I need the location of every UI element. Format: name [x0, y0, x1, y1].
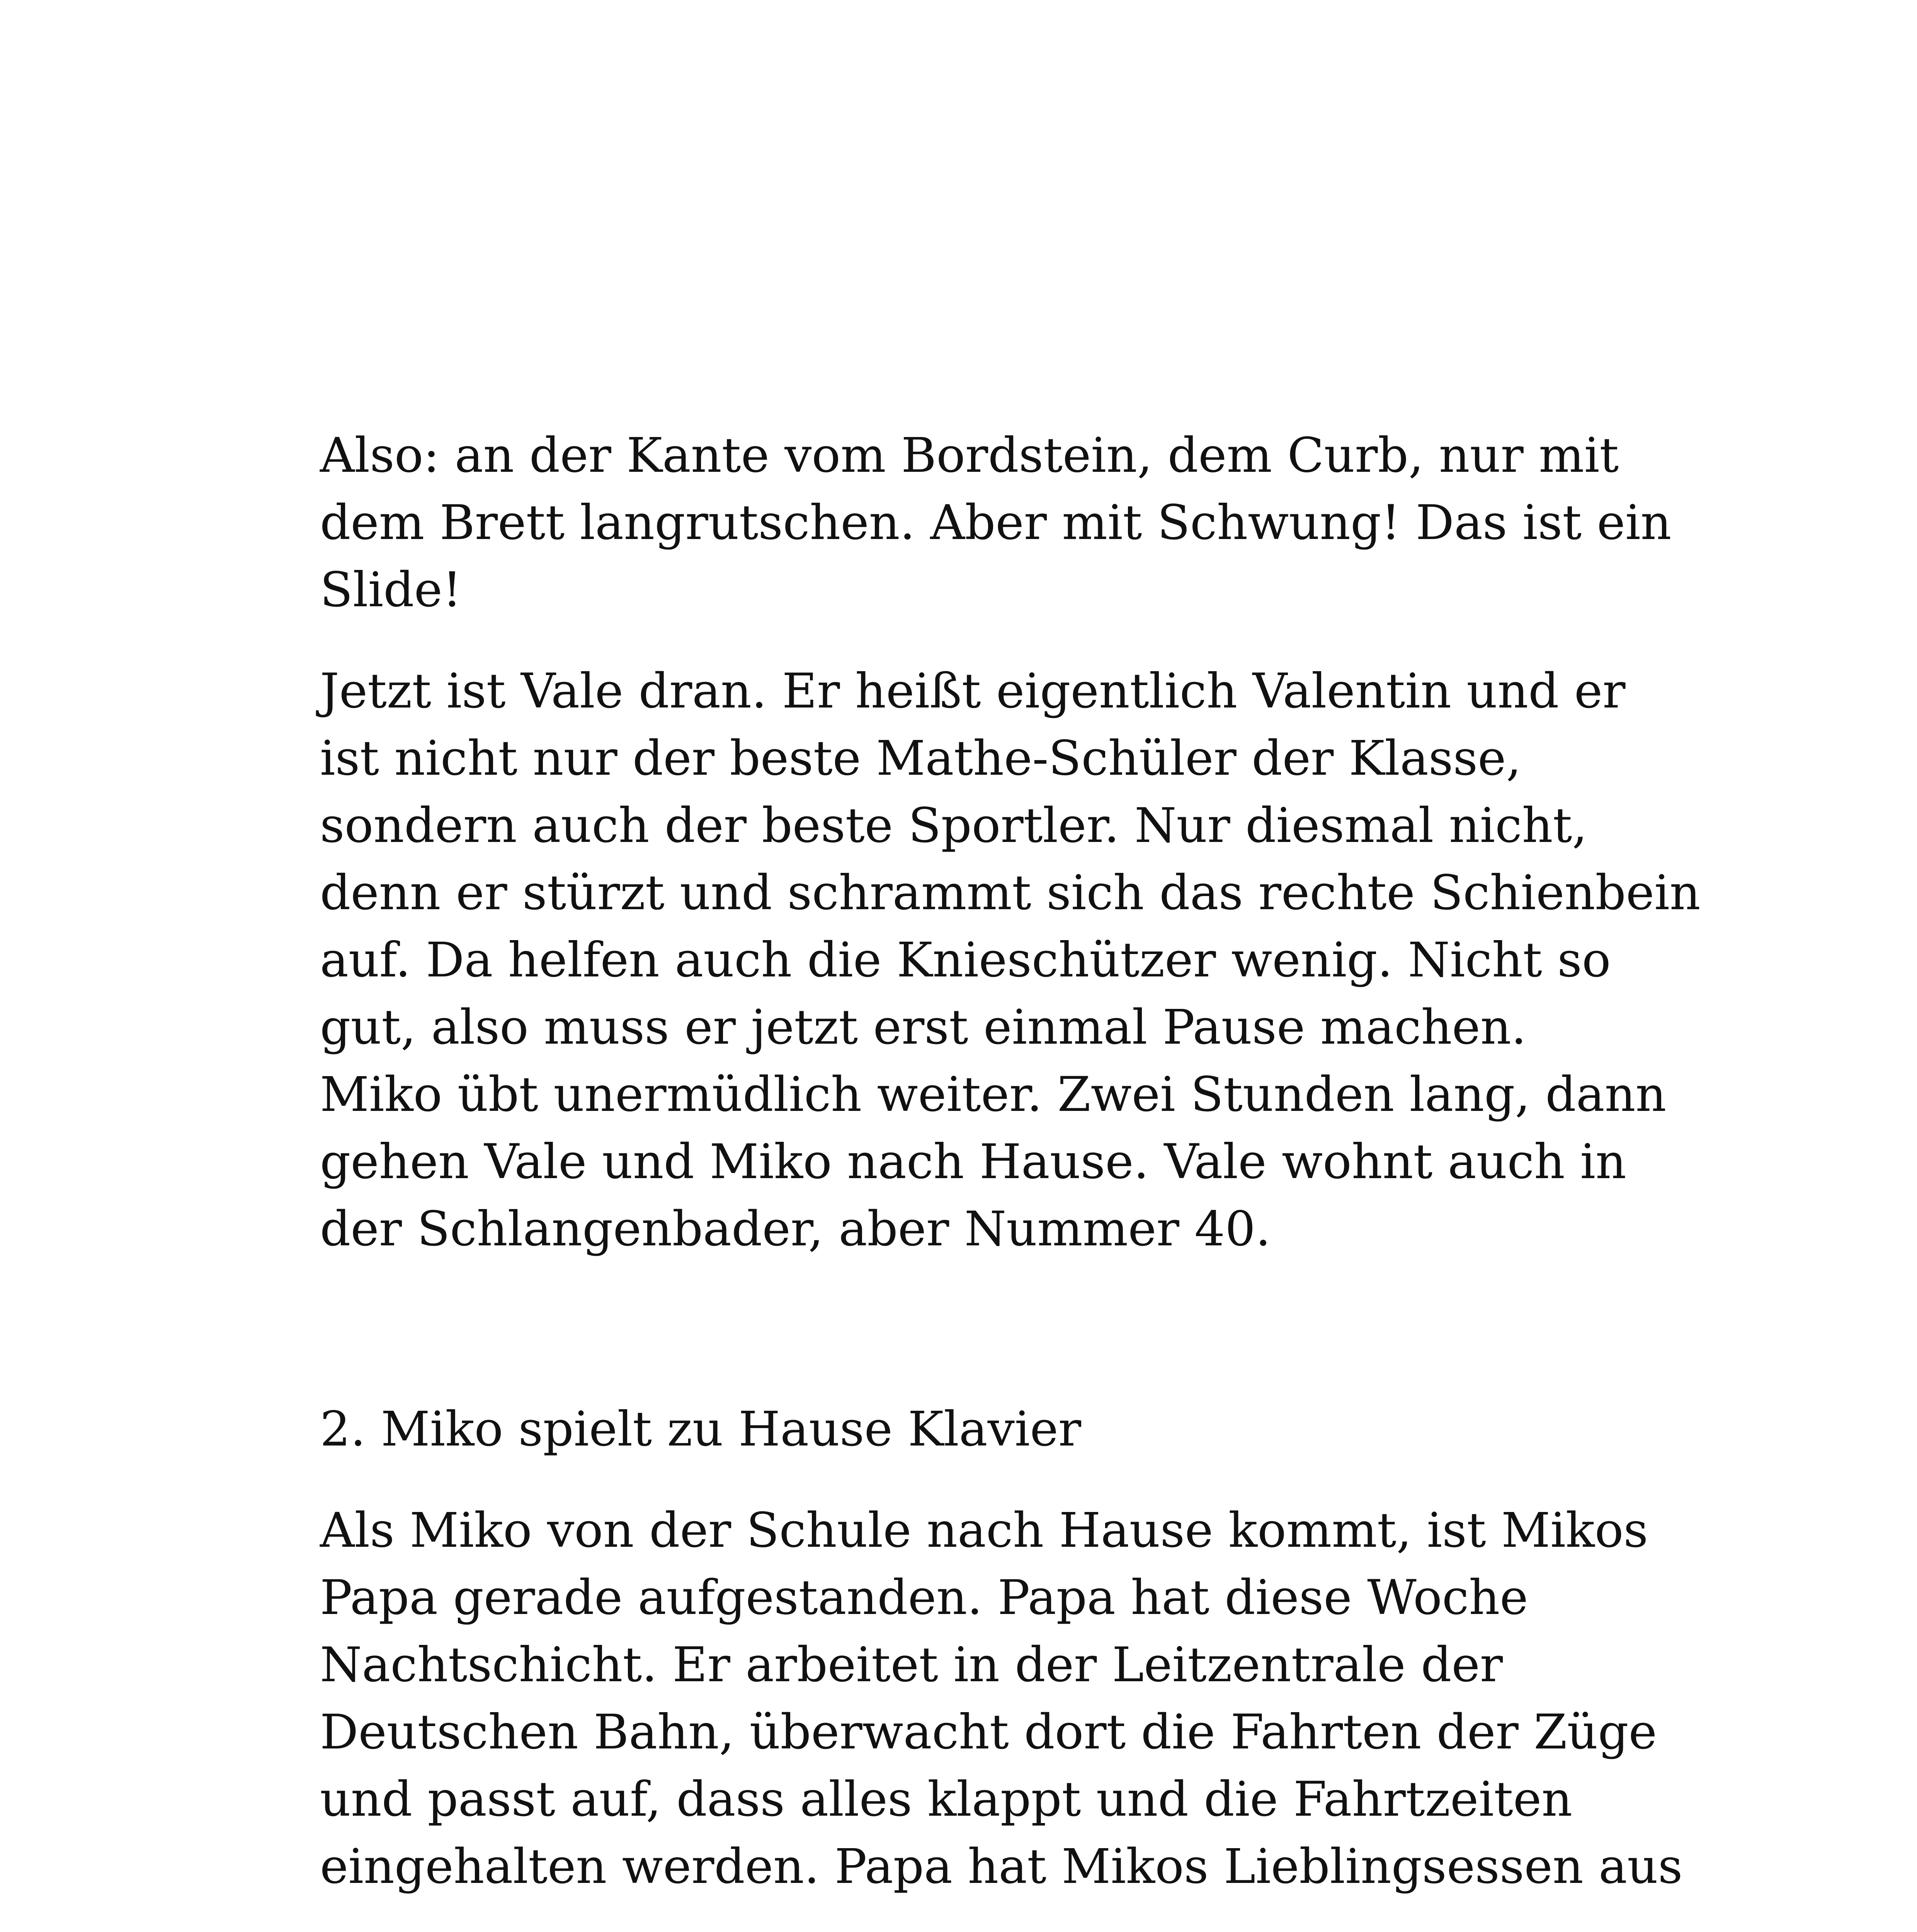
- text-line: und passt auf, dass alles klappt und die Fahrtzeiten: [320, 1772, 1573, 1827]
- text-line: Slide!: [320, 562, 462, 618]
- paragraph-3: [320, 1497, 1683, 1900]
- text-line: ist nicht nur der beste Mathe-Schüler der Klasse,: [320, 731, 1521, 786]
- heading-line: 2. Miko spielt zu Hause Klavier: [320, 1401, 1082, 1457]
- text-line: sondern auch der beste Sportler. Nur diesmal nicht,: [320, 798, 1587, 854]
- section-heading: [320, 1396, 1081, 1463]
- text-line: dem Brett langrutschen. Aber mit Schwung! Das ist ein: [320, 495, 1672, 551]
- text-line: eingehalten werden. Papa hat Mikos Lieblingsessen aus: [320, 1839, 1683, 1895]
- text-line: Papa gerade aufgestanden. Papa hat diese Woche: [320, 1570, 1528, 1626]
- text-line: gut, also muss er jetzt erst einmal Pause machen.: [320, 1000, 1527, 1055]
- text-line: Nachtschicht. Er arbeitet in der Leitzentrale der: [320, 1637, 1503, 1693]
- text-line: Jetzt ist Vale dran. Er heißt eigentlich Valentin und er: [320, 663, 1626, 719]
- paragraph-1: [320, 422, 1672, 624]
- text-line: Deutschen Bahn, überwacht dort die Fahrten der Züge: [320, 1704, 1657, 1760]
- text-line: Miko übt unermüdlich weiter. Zwei Stunden lang, dann: [320, 1067, 1667, 1122]
- text-line: denn er stürzt und schrammt sich das rechte Schienbein: [320, 865, 1701, 921]
- text-line: gehen Vale und Miko nach Hause. Vale wohnt auch in: [320, 1134, 1626, 1190]
- text-line: der Schlangenbader, aber Nummer 40.: [320, 1201, 1271, 1257]
- text-line: Als Miko von der Schule nach Hause kommt, ist Mikos: [320, 1503, 1648, 1558]
- text-line: auf. Da helfen auch die Knieschützer wenig. Nicht so: [320, 932, 1611, 988]
- text-line: Also: an der Kante vom Bordstein, dem Curb, nur mit: [320, 428, 1619, 483]
- paragraph-2: [320, 658, 1701, 1263]
